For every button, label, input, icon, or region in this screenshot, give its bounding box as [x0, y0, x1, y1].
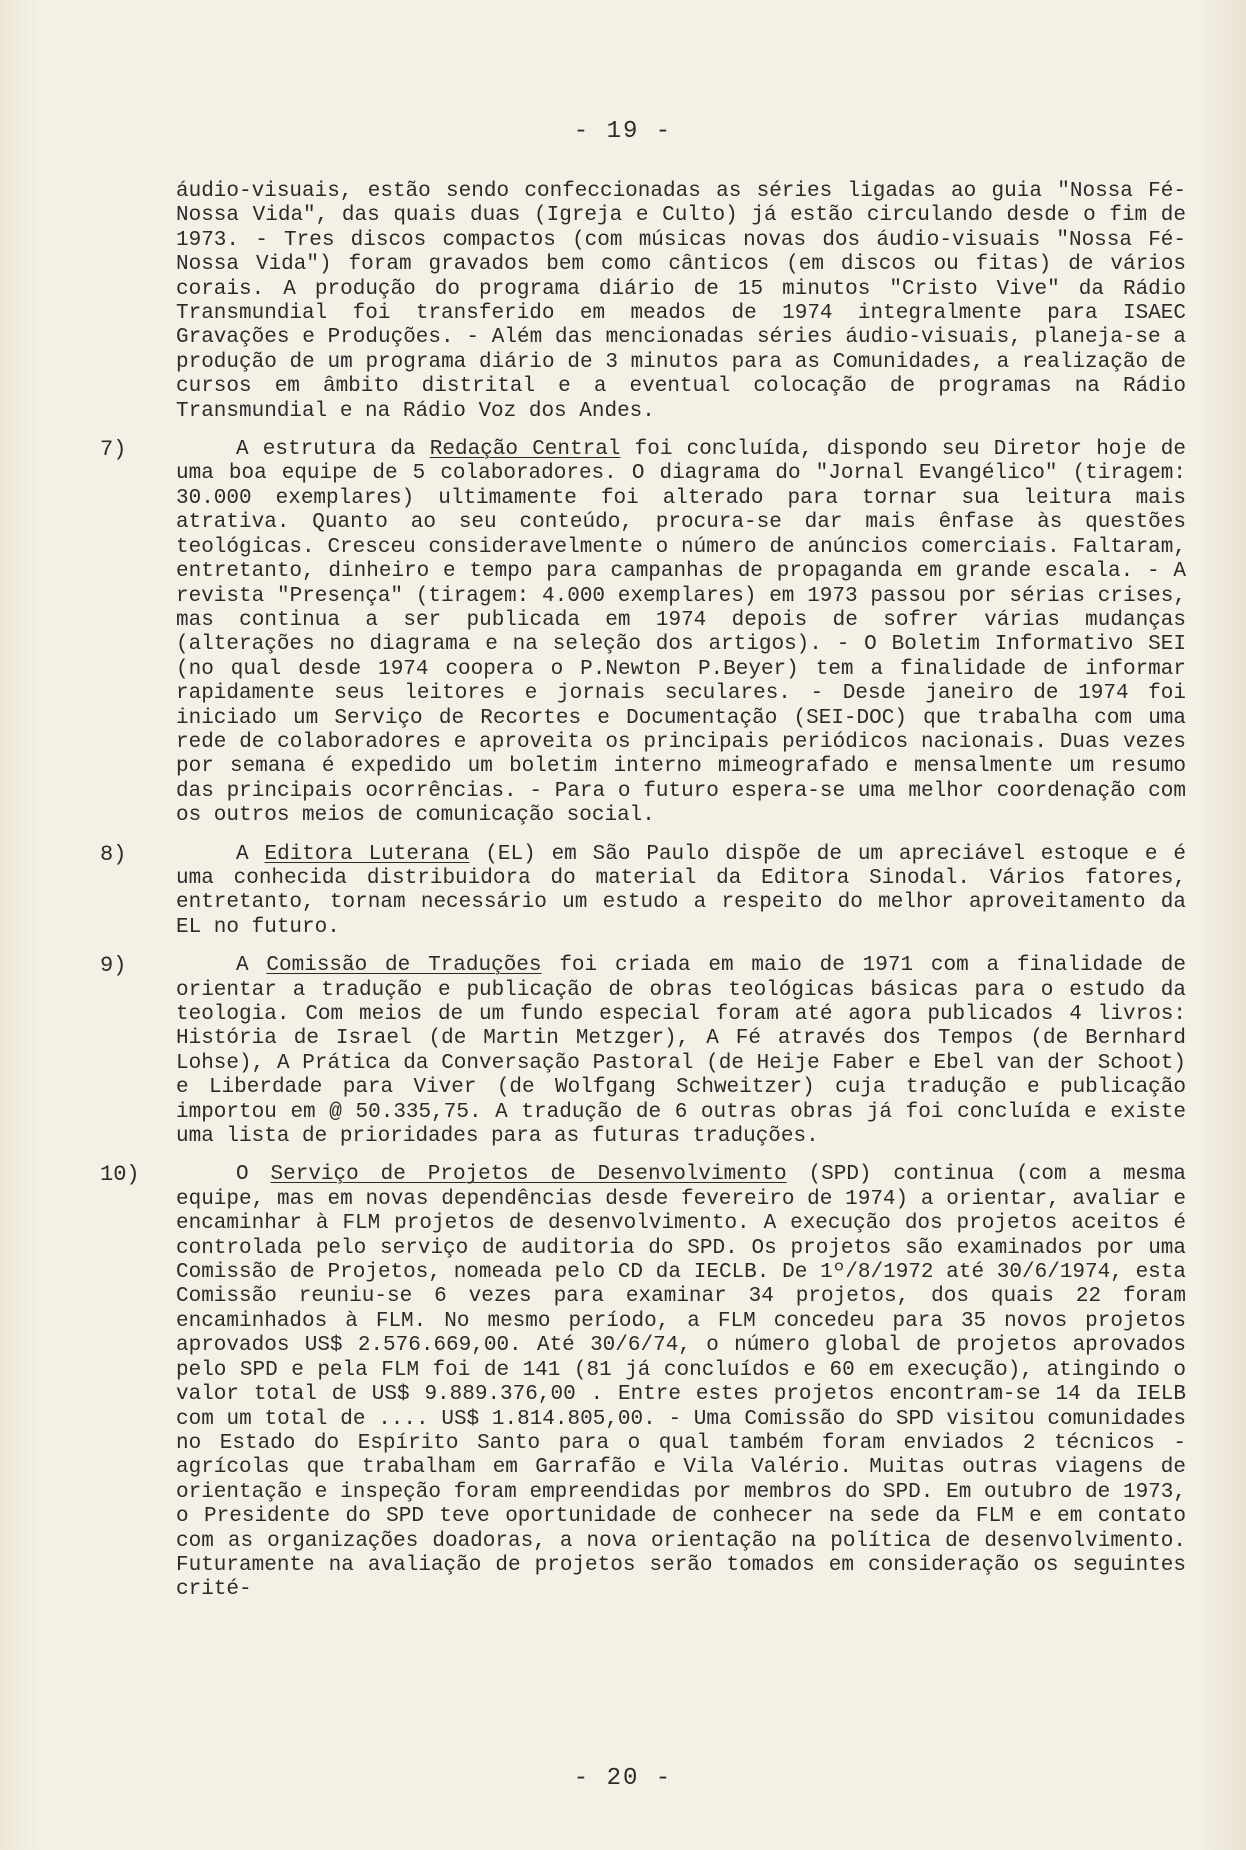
- section-text-pre: O: [236, 1163, 271, 1187]
- section-body: [176, 1163, 1186, 1602]
- section-text-post: (SPD) continua (com a mesma equipe, mas em novas dependências desde fevereiro de 1974) a orientar, avaliar e encaminhar à FLM projetos de desenvolvimento. A execução dos projetos aceitos é controlada pelo serviço de auditoria do SPD. Os projetos são examinados por uma Comissão de Projetos, nomeada pelo CD da IECLB. De 1º/8/1972 até 30/6/1974, esta Comissão reuniu-se 6 vezes para examinar 34 projetos, dos quais 22 foram encaminhados à FLM. No mesmo período, a FLM concedeu para 35 novos projetos aprovados US$ 2.576.669,00. Até 30/6/74, o número global de projetos aprovados pelo SPD e pela FLM foi de 141 (81 já concluídos e 60 em execução), atingindo o valor total de US$ 9.889.376,00 . Entre estes projetos encontram-se 14 da IELB com um total de .... US$ 1.814.805,00. - Uma Comissão do SPD visitou comunidades no Estado do Espírito Santo para o qual também foram enviados 2 técnicos - agrícolas que trabalham em Garrafão e Vila Valério. Muitas outras viagens de orientação e inspeção foram empreendidas por membros do SPD. Em outubro de 1973, o Presidente do SPD teve oportunidade de conhecer na sede da FLM e em contato com as organizações doadoras, a nova orientação na política de desenvolvimento. Futuramente na avaliação de projetos serão tomados em consideração os seguintes crité-: [176, 1163, 1186, 1602]
- section-body: [176, 438, 1186, 829]
- section-text-post: foi criada em maio de 1971 com a finalidade de orientar a tradução e publicação de obras teológicas básicas para o estudo da teologia. Com meios de um fundo especial foram até agora publicados 4 livros: História de Israel (de Martin Metzger), A Fé através dos Tempos (de Bernhard Lohse), A Prática da Conversação Pastoral (de Heije Faber e Ebel van der Schoot) e Liberdade para Viver (de Wolfgang Schweitzer) cuja tradução e publicação importou em @ 50.335,75. A tradução de 6 outras obras já foi concluída e existe uma lista de prioridades para as futuras traduções.: [176, 954, 1186, 1149]
- section-7: [100, 438, 1200, 829]
- page-number-bottom: - 20 -: [573, 1765, 673, 1792]
- section-text-pre: A: [236, 954, 267, 978]
- section-8: [100, 843, 1200, 941]
- section-number: 8): [100, 841, 127, 867]
- section-text-post: foi concluída, dispondo seu Diretor hoje de uma boa equipe de 5 colaboradores. O diagrama do "Jornal Evangélico" (tiragem: 30.000 exemplares) ultimamente foi alterado para tornar sua leitura mais atrativa. Quanto ao seu conteúdo, procura-se dar mais ênfase às questões teológicas. Cresceu consideravelmente o número de anúncios comerciais. Faltaram, entretanto, dinheiro e tempo para campanhas de propaganda em grande escala. - A revista "Presença" (tiragem: 4.000 exemplares) em 1973 passou por sérias crises, mas continua a ser publicada em 1974 depois de sofrer várias mudanças (alterações no diagrama e na seleção dos artigos). - O Boletim Informativo SEI (no qual desde 1974 coopera o P.Newton P.Beyer) tem a finalidade de informar rapidamente seus leitores e jornais seculares. - Desde janeiro de 1974 foi iniciado um Serviço de Recortes e Documentação (SEI-DOC) que trabalha com uma rede de colaboradores e aproveita os principais periódicos nacionais. Duas vezes por semana é expedido um boletim interno mimeografado e mensalmente um resumo das principais ocorrências. - Para o futuro espera-se uma melhor coordenação com os outros meios de comunicação social.: [176, 438, 1187, 828]
- section-number: 7): [100, 437, 127, 463]
- section-text-post: (EL) em São Paulo dispõe de um apreciável estoque e é uma conhecida distribuidora do material da Editora Sinodal. Vários fatores, entretanto, tornam necessário um estudo a respeito do melhor aproveitamento da EL no futuro.: [176, 842, 1186, 939]
- section-title: Redação Central: [429, 438, 621, 462]
- section-title: Editora Luterana: [264, 842, 470, 866]
- intro-paragraph: áudio-visuais, estão sendo confeccionadas as séries ligadas ao guia "Nossa Fé-Nossa Vida", das quais duas (Igreja e Culto) já estão circulando desde o fim de 1973. - Tres discos compactos (com músicas novas dos áudio-visuais "Nossa Fé-Nossa Vida") foram gravados bem como cânticos (em discos ou fitas) de vários corais. A produção do programa diário de 15 minutos "Cristo Vive" da Rádio Transmundial foi transferido em meados de 1974 integralmente para ISAEC Gravações e Produções. - Além das mencionadas séries áudio-visuais, planeja-se a produção de um programa diário de 3 minutos para as Comunidades, a realização de cursos em âmbito distrital e a eventual colocação de programas na Rádio Transmundial e na Rádio Voz dos Andes.: [176, 180, 1199, 423]
- section-number: 10): [100, 1162, 140, 1188]
- section-text-pre: A: [236, 842, 265, 866]
- section-body: [176, 954, 1186, 1149]
- page-number-top: - 19 -: [573, 118, 673, 145]
- section-text-pre: A estrutura da: [236, 438, 430, 462]
- section-title: Serviço de Projetos de Desenvolvimento: [270, 1163, 787, 1187]
- section-10: [100, 1163, 1200, 1602]
- section-body: [176, 843, 1186, 941]
- section-title: Comissão de Traduções: [266, 954, 542, 978]
- section-number: 9): [100, 953, 127, 979]
- document-body: [100, 180, 1200, 1617]
- section-9: [100, 954, 1200, 1149]
